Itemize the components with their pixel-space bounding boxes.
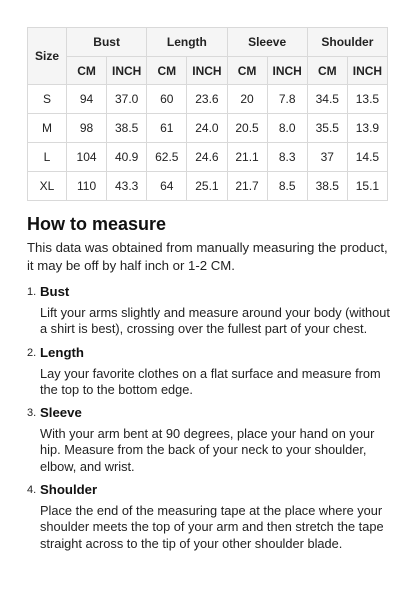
table-cell: 37.0: [107, 85, 147, 114]
measure-step: [27, 284, 392, 338]
table-cell: 35.5: [307, 114, 347, 143]
unit-header: CM: [147, 57, 187, 85]
measure-steps-list: [27, 284, 392, 559]
group-header-shoulder: Shoulder: [307, 28, 387, 57]
size-header: Size: [28, 28, 67, 85]
step-number: 2.: [27, 346, 37, 359]
table-cell: 62.5: [147, 143, 187, 172]
table-cell: 24.0: [187, 114, 227, 143]
size-label-cell: XL: [28, 172, 67, 201]
table-cell: 23.6: [187, 85, 227, 114]
size-label-cell: S: [28, 85, 67, 114]
step-title: Bust: [40, 284, 70, 299]
group-header-length: Length: [147, 28, 227, 57]
group-header-bust: Bust: [67, 28, 147, 57]
table-cell: 60: [147, 85, 187, 114]
table-cell: 15.1: [347, 172, 387, 201]
unit-header: INCH: [107, 57, 147, 85]
step-number: 3.: [27, 407, 37, 420]
table-cell: 64: [147, 172, 187, 201]
table-cell: 61: [147, 114, 187, 143]
table-cell: 98: [67, 114, 107, 143]
size-table-body: [28, 85, 388, 201]
measure-step: [27, 405, 392, 475]
table-row: [28, 172, 388, 201]
table-cell: 34.5: [307, 85, 347, 114]
table-cell: 94: [67, 85, 107, 114]
step-description: With your arm bent at 90 degrees, place your hand on your hip. Measure from the back of your neck to your shoulder, elbow, and wrist.: [40, 426, 375, 474]
table-cell: 21.1: [227, 143, 267, 172]
table-cell: 8.0: [267, 114, 307, 143]
table-row: [28, 85, 388, 114]
table-cell: 104: [67, 143, 107, 172]
unit-header: CM: [227, 57, 267, 85]
table-cell: 20.5: [227, 114, 267, 143]
table-cell: 14.5: [347, 143, 387, 172]
size-chart-table: [27, 27, 388, 201]
unit-header: INCH: [267, 57, 307, 85]
table-cell: 110: [67, 172, 107, 201]
table-cell: 8.3: [267, 143, 307, 172]
table-cell: 37: [307, 143, 347, 172]
table-cell: 21.7: [227, 172, 267, 201]
table-cell: 24.6: [187, 143, 227, 172]
unit-header: CM: [67, 57, 107, 85]
group-header-sleeve: Sleeve: [227, 28, 307, 57]
table-cell: 43.3: [107, 172, 147, 201]
measure-step: [27, 345, 392, 399]
table-cell: 25.1: [187, 172, 227, 201]
table-cell: 38.5: [307, 172, 347, 201]
measure-step: [27, 482, 392, 552]
unit-header: INCH: [187, 57, 227, 85]
step-description: Lay your favorite clothes on a flat surface and measure from the top to the bottom edge.: [40, 365, 381, 397]
table-cell: 38.5: [107, 114, 147, 143]
step-title: Sleeve: [40, 405, 82, 421]
table-row: [28, 143, 388, 172]
table-cell: 13.5: [347, 85, 387, 114]
how-to-measure-intro: This data was obtained from manually measuring the product, it may be off by half inch or 1-2 CM.: [27, 240, 388, 273]
size-label-cell: L: [28, 143, 67, 172]
unit-header: INCH: [347, 57, 387, 85]
step-description: Lift your arms slightly and measure around your body (without a shirt is best), crossing over the fullest part of your chest.: [40, 305, 390, 337]
step-title: Shoulder: [40, 482, 98, 498]
table-cell: 8.5: [267, 172, 307, 201]
step-description: Place the end of the measuring tape at the place where your shoulder meets the top of your arm and then stretch the tape straight across to the tip of your other shoulder blade.: [40, 503, 384, 551]
table-cell: 13.9: [347, 114, 387, 143]
size-label-cell: M: [28, 114, 67, 143]
step-number: 1.: [27, 286, 37, 298]
table-cell: 40.9: [107, 143, 147, 172]
table-row: [28, 114, 388, 143]
unit-header: CM: [307, 57, 347, 85]
table-cell: 7.8: [267, 85, 307, 114]
how-to-measure-title: How to measure: [27, 214, 167, 234]
table-cell: 20: [227, 85, 267, 114]
step-title: Length: [40, 344, 84, 360]
step-number: 4.: [27, 484, 37, 497]
